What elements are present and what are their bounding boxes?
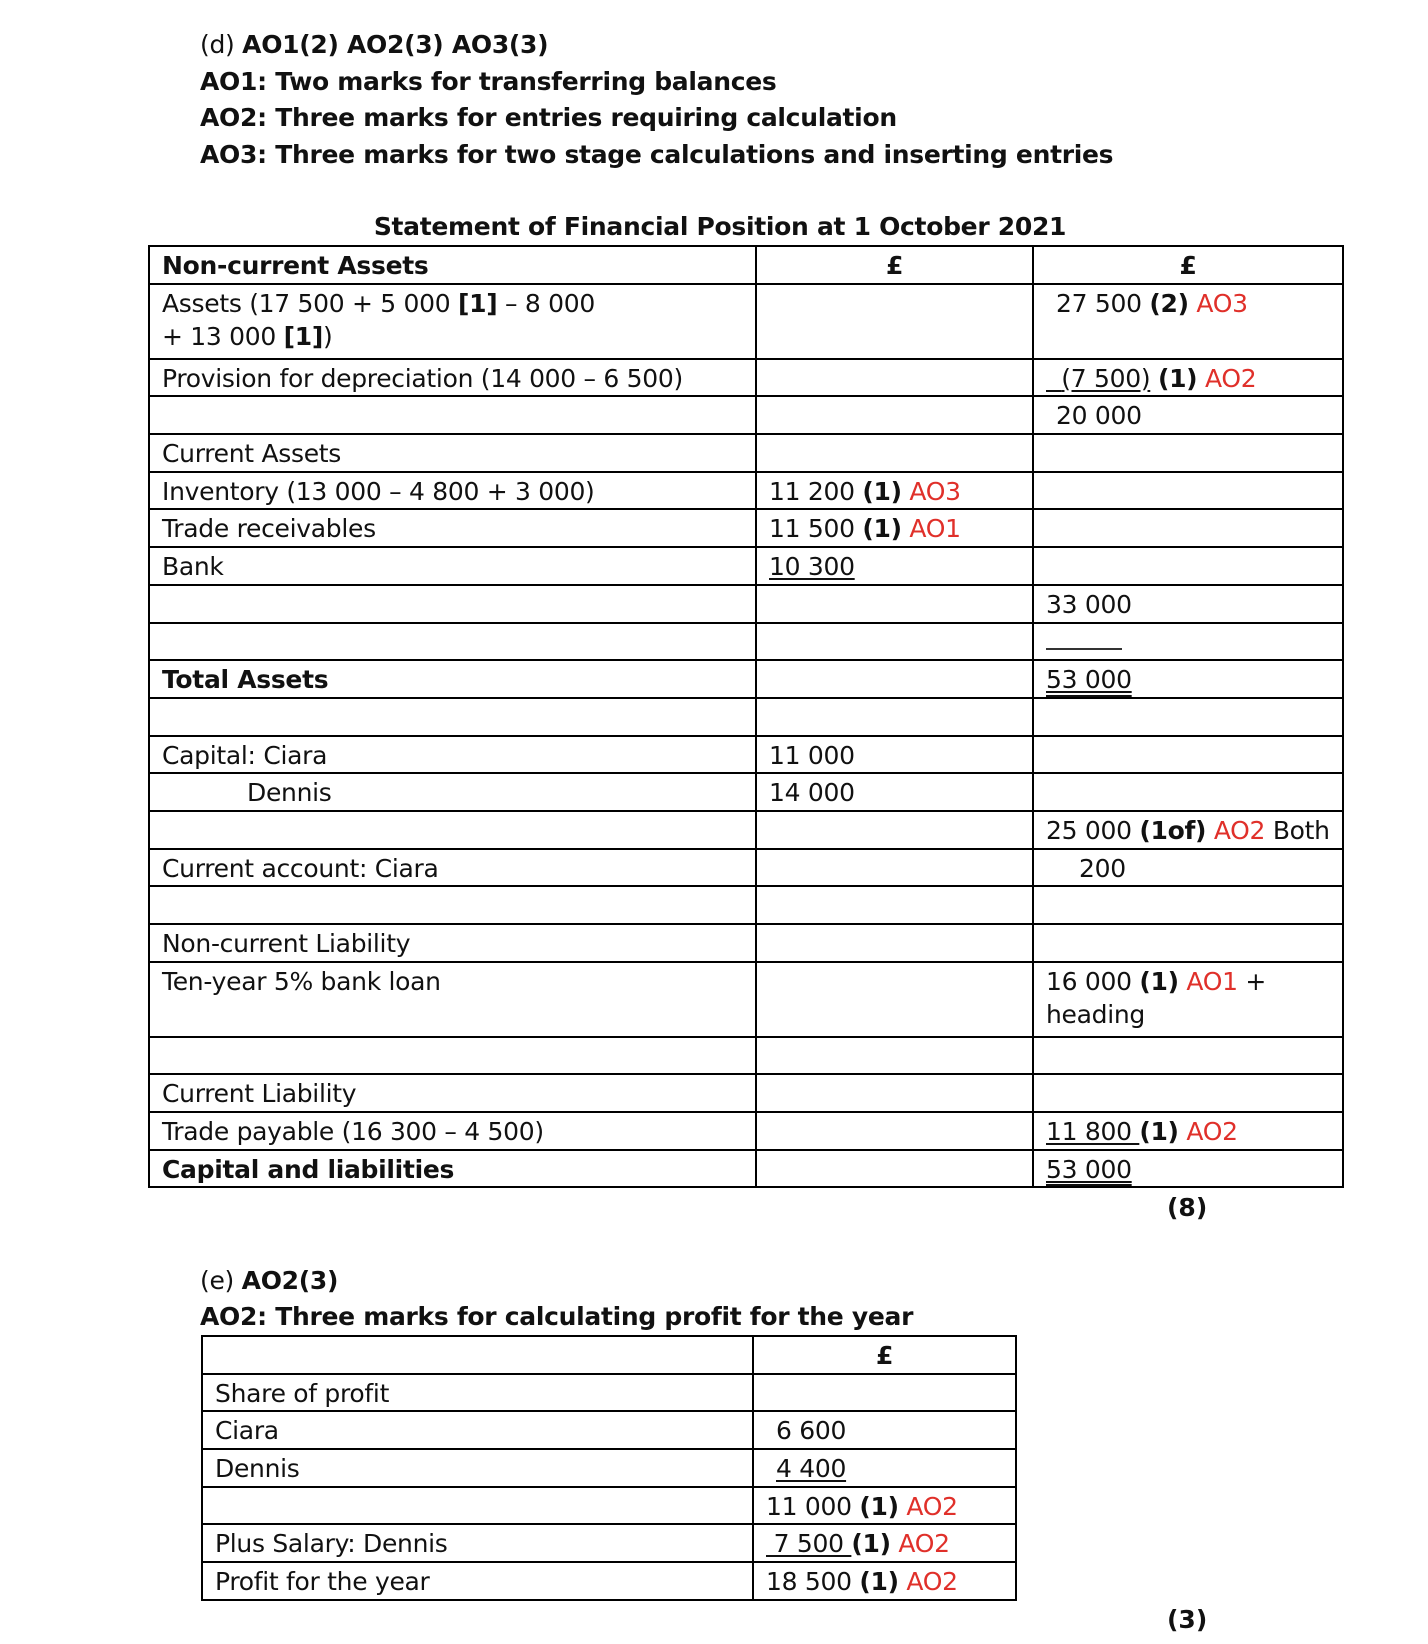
table-row bbox=[149, 886, 1343, 924]
part-e-heading bbox=[200, 1266, 338, 1295]
empty-cell bbox=[149, 811, 756, 849]
bank-loan-value: 16 000 (1) AO1 + heading bbox=[1033, 962, 1343, 1037]
noncurrent-assets-heading: Non-current Assets bbox=[149, 246, 756, 284]
table-row bbox=[202, 1524, 1016, 1562]
empty-cell bbox=[756, 811, 1033, 849]
criteria-ao1: AO1: Two marks for transferring balances bbox=[200, 67, 777, 96]
empty-cell bbox=[149, 1037, 756, 1075]
capital-dennis-label: Dennis bbox=[149, 773, 756, 811]
empty-cell bbox=[149, 585, 756, 623]
empty-cell bbox=[756, 886, 1033, 924]
table-row bbox=[149, 736, 1343, 774]
currency-header: £ bbox=[1033, 246, 1343, 284]
table-row bbox=[202, 1374, 1016, 1412]
table-row bbox=[149, 547, 1343, 585]
profit-label: Profit for the year bbox=[202, 1562, 753, 1600]
empty-cell bbox=[756, 924, 1033, 962]
table-row bbox=[149, 509, 1343, 547]
statement-title: Statement of Financial Position at 1 October 2021 bbox=[373, 212, 1067, 241]
currency-header: £ bbox=[756, 246, 1033, 284]
table-row bbox=[149, 585, 1343, 623]
table-row bbox=[149, 962, 1343, 1037]
table-row bbox=[149, 472, 1343, 510]
net-noncurrent-value: 20 000 bbox=[1033, 396, 1343, 434]
empty-cell bbox=[756, 623, 1033, 661]
part-e-total-marks: (3) bbox=[1167, 1605, 1208, 1634]
bank-label: Bank bbox=[149, 547, 756, 585]
receivables-value: 11 500 (1) AO1 bbox=[756, 509, 1033, 547]
table-row bbox=[149, 284, 1343, 359]
empty-cell bbox=[756, 660, 1033, 698]
currency-header: £ bbox=[753, 1336, 1016, 1374]
table-row bbox=[149, 623, 1343, 661]
salary-label: Plus Salary: Dennis bbox=[202, 1524, 753, 1562]
dennis-label: Dennis bbox=[202, 1449, 753, 1487]
criteria-part-e: AO2: Three marks for calculating profit for the year bbox=[200, 1302, 914, 1331]
table-row bbox=[202, 1487, 1016, 1525]
empty-cell bbox=[202, 1336, 753, 1374]
assets-value: 27 500 (2) AO3 bbox=[1033, 284, 1343, 359]
criteria-ao3: AO3: Three marks for two stage calculations and inserting entries bbox=[200, 140, 1114, 169]
table-header-row bbox=[202, 1336, 1016, 1374]
empty-cell bbox=[149, 886, 756, 924]
underline-rule bbox=[1046, 630, 1122, 650]
table-row bbox=[149, 811, 1343, 849]
total-assets-label: Total Assets bbox=[149, 660, 756, 698]
empty-cell bbox=[1033, 736, 1343, 774]
empty-cell bbox=[756, 1074, 1033, 1112]
empty-cell bbox=[1033, 1037, 1343, 1075]
table-row bbox=[149, 773, 1343, 811]
empty-cell bbox=[1033, 547, 1343, 585]
total-assets-value: 53 000 bbox=[1033, 660, 1343, 698]
empty-cell bbox=[756, 359, 1033, 397]
empty-cell bbox=[756, 434, 1033, 472]
empty-cell bbox=[756, 962, 1033, 1037]
empty-cell bbox=[1033, 773, 1343, 811]
table-row bbox=[149, 1112, 1343, 1150]
current-assets-total: 33 000 bbox=[1033, 585, 1343, 623]
capital-ciara-label: Capital: Ciara bbox=[149, 736, 756, 774]
table-row bbox=[149, 1150, 1343, 1188]
inventory-label: Inventory (13 000 – 4 800 + 3 000) bbox=[149, 472, 756, 510]
empty-cell bbox=[756, 284, 1033, 359]
provision-label: Provision for depreciation (14 000 – 6 500) bbox=[149, 359, 756, 397]
total-rule bbox=[1033, 623, 1343, 661]
current-account-value: 200 bbox=[1033, 849, 1343, 887]
empty-cell bbox=[149, 396, 756, 434]
part-e-label: (e) bbox=[200, 1266, 234, 1295]
empty-cell bbox=[756, 1112, 1033, 1150]
ciara-value: 6 600 bbox=[753, 1411, 1016, 1449]
empty-cell bbox=[202, 1487, 753, 1525]
subtotal-value: 11 000 (1) AO2 bbox=[753, 1487, 1016, 1525]
part-d-label: (d) bbox=[200, 30, 235, 59]
profit-value: 18 500 (1) AO2 bbox=[753, 1562, 1016, 1600]
salary-value: 7 500 (1) AO2 bbox=[753, 1524, 1016, 1562]
empty-cell bbox=[753, 1374, 1016, 1412]
table-row bbox=[149, 698, 1343, 736]
ciara-label: Ciara bbox=[202, 1411, 753, 1449]
empty-cell bbox=[149, 623, 756, 661]
part-e-marks: AO2(3) bbox=[241, 1266, 339, 1295]
table-header-row bbox=[149, 246, 1343, 284]
empty-cell bbox=[756, 1037, 1033, 1075]
table-row bbox=[149, 396, 1343, 434]
bank-loan-label: Ten-year 5% bank loan bbox=[149, 962, 756, 1037]
empty-cell bbox=[1033, 434, 1343, 472]
empty-cell bbox=[756, 585, 1033, 623]
empty-cell bbox=[1033, 886, 1343, 924]
capital-total: 25 000 (1of) AO2 Both bbox=[1033, 811, 1343, 849]
part-d-marks: AO1(2) AO2(3) AO3(3) bbox=[242, 30, 549, 59]
current-liability-heading: Current Liability bbox=[149, 1074, 756, 1112]
assets-label: Assets (17 500 + 5 000 [1] – 8 000 + 13 000 [1]) bbox=[149, 284, 756, 359]
table-row bbox=[202, 1562, 1016, 1600]
current-account-label: Current account: Ciara bbox=[149, 849, 756, 887]
empty-cell bbox=[1033, 924, 1343, 962]
empty-cell bbox=[756, 396, 1033, 434]
empty-cell bbox=[756, 698, 1033, 736]
receivables-label: Trade receivables bbox=[149, 509, 756, 547]
criteria-ao2: AO2: Three marks for entries requiring calculation bbox=[200, 103, 897, 132]
table-row bbox=[149, 849, 1343, 887]
empty-cell bbox=[1033, 698, 1343, 736]
capital-ciara-value: 11 000 bbox=[756, 736, 1033, 774]
dennis-value: 4 400 bbox=[753, 1449, 1016, 1487]
table-row bbox=[149, 1074, 1343, 1112]
capital-dennis-value: 14 000 bbox=[756, 773, 1033, 811]
empty-cell bbox=[756, 849, 1033, 887]
table-row bbox=[202, 1449, 1016, 1487]
empty-cell bbox=[1033, 1074, 1343, 1112]
table-row bbox=[149, 660, 1343, 698]
empty-cell bbox=[149, 698, 756, 736]
table-row bbox=[149, 434, 1343, 472]
table-row bbox=[149, 359, 1343, 397]
empty-cell bbox=[756, 1150, 1033, 1188]
table-row bbox=[202, 1411, 1016, 1449]
share-of-profit-label: Share of profit bbox=[202, 1374, 753, 1412]
provision-value: (7 500) (1) AO2 bbox=[1033, 359, 1343, 397]
empty-cell bbox=[1033, 509, 1343, 547]
statement-of-financial-position-table bbox=[148, 245, 1344, 1188]
capital-liabilities-label: Capital and liabilities bbox=[149, 1150, 756, 1188]
noncurrent-liability-heading: Non-current Liability bbox=[149, 924, 756, 962]
part-d-heading bbox=[200, 30, 548, 59]
table-row bbox=[149, 924, 1343, 962]
trade-payable-value: 11 800 (1) AO2 bbox=[1033, 1112, 1343, 1150]
table-row bbox=[149, 1037, 1343, 1075]
trade-payable-label: Trade payable (16 300 – 4 500) bbox=[149, 1112, 756, 1150]
empty-cell bbox=[1033, 472, 1343, 510]
profit-calculation-table bbox=[201, 1335, 1017, 1601]
current-assets-heading: Current Assets bbox=[149, 434, 756, 472]
capital-liabilities-value: 53 000 bbox=[1033, 1150, 1343, 1188]
inventory-value: 11 200 (1) AO3 bbox=[756, 472, 1033, 510]
part-d-total-marks: (8) bbox=[1167, 1193, 1208, 1222]
bank-value: 10 300 bbox=[756, 547, 1033, 585]
